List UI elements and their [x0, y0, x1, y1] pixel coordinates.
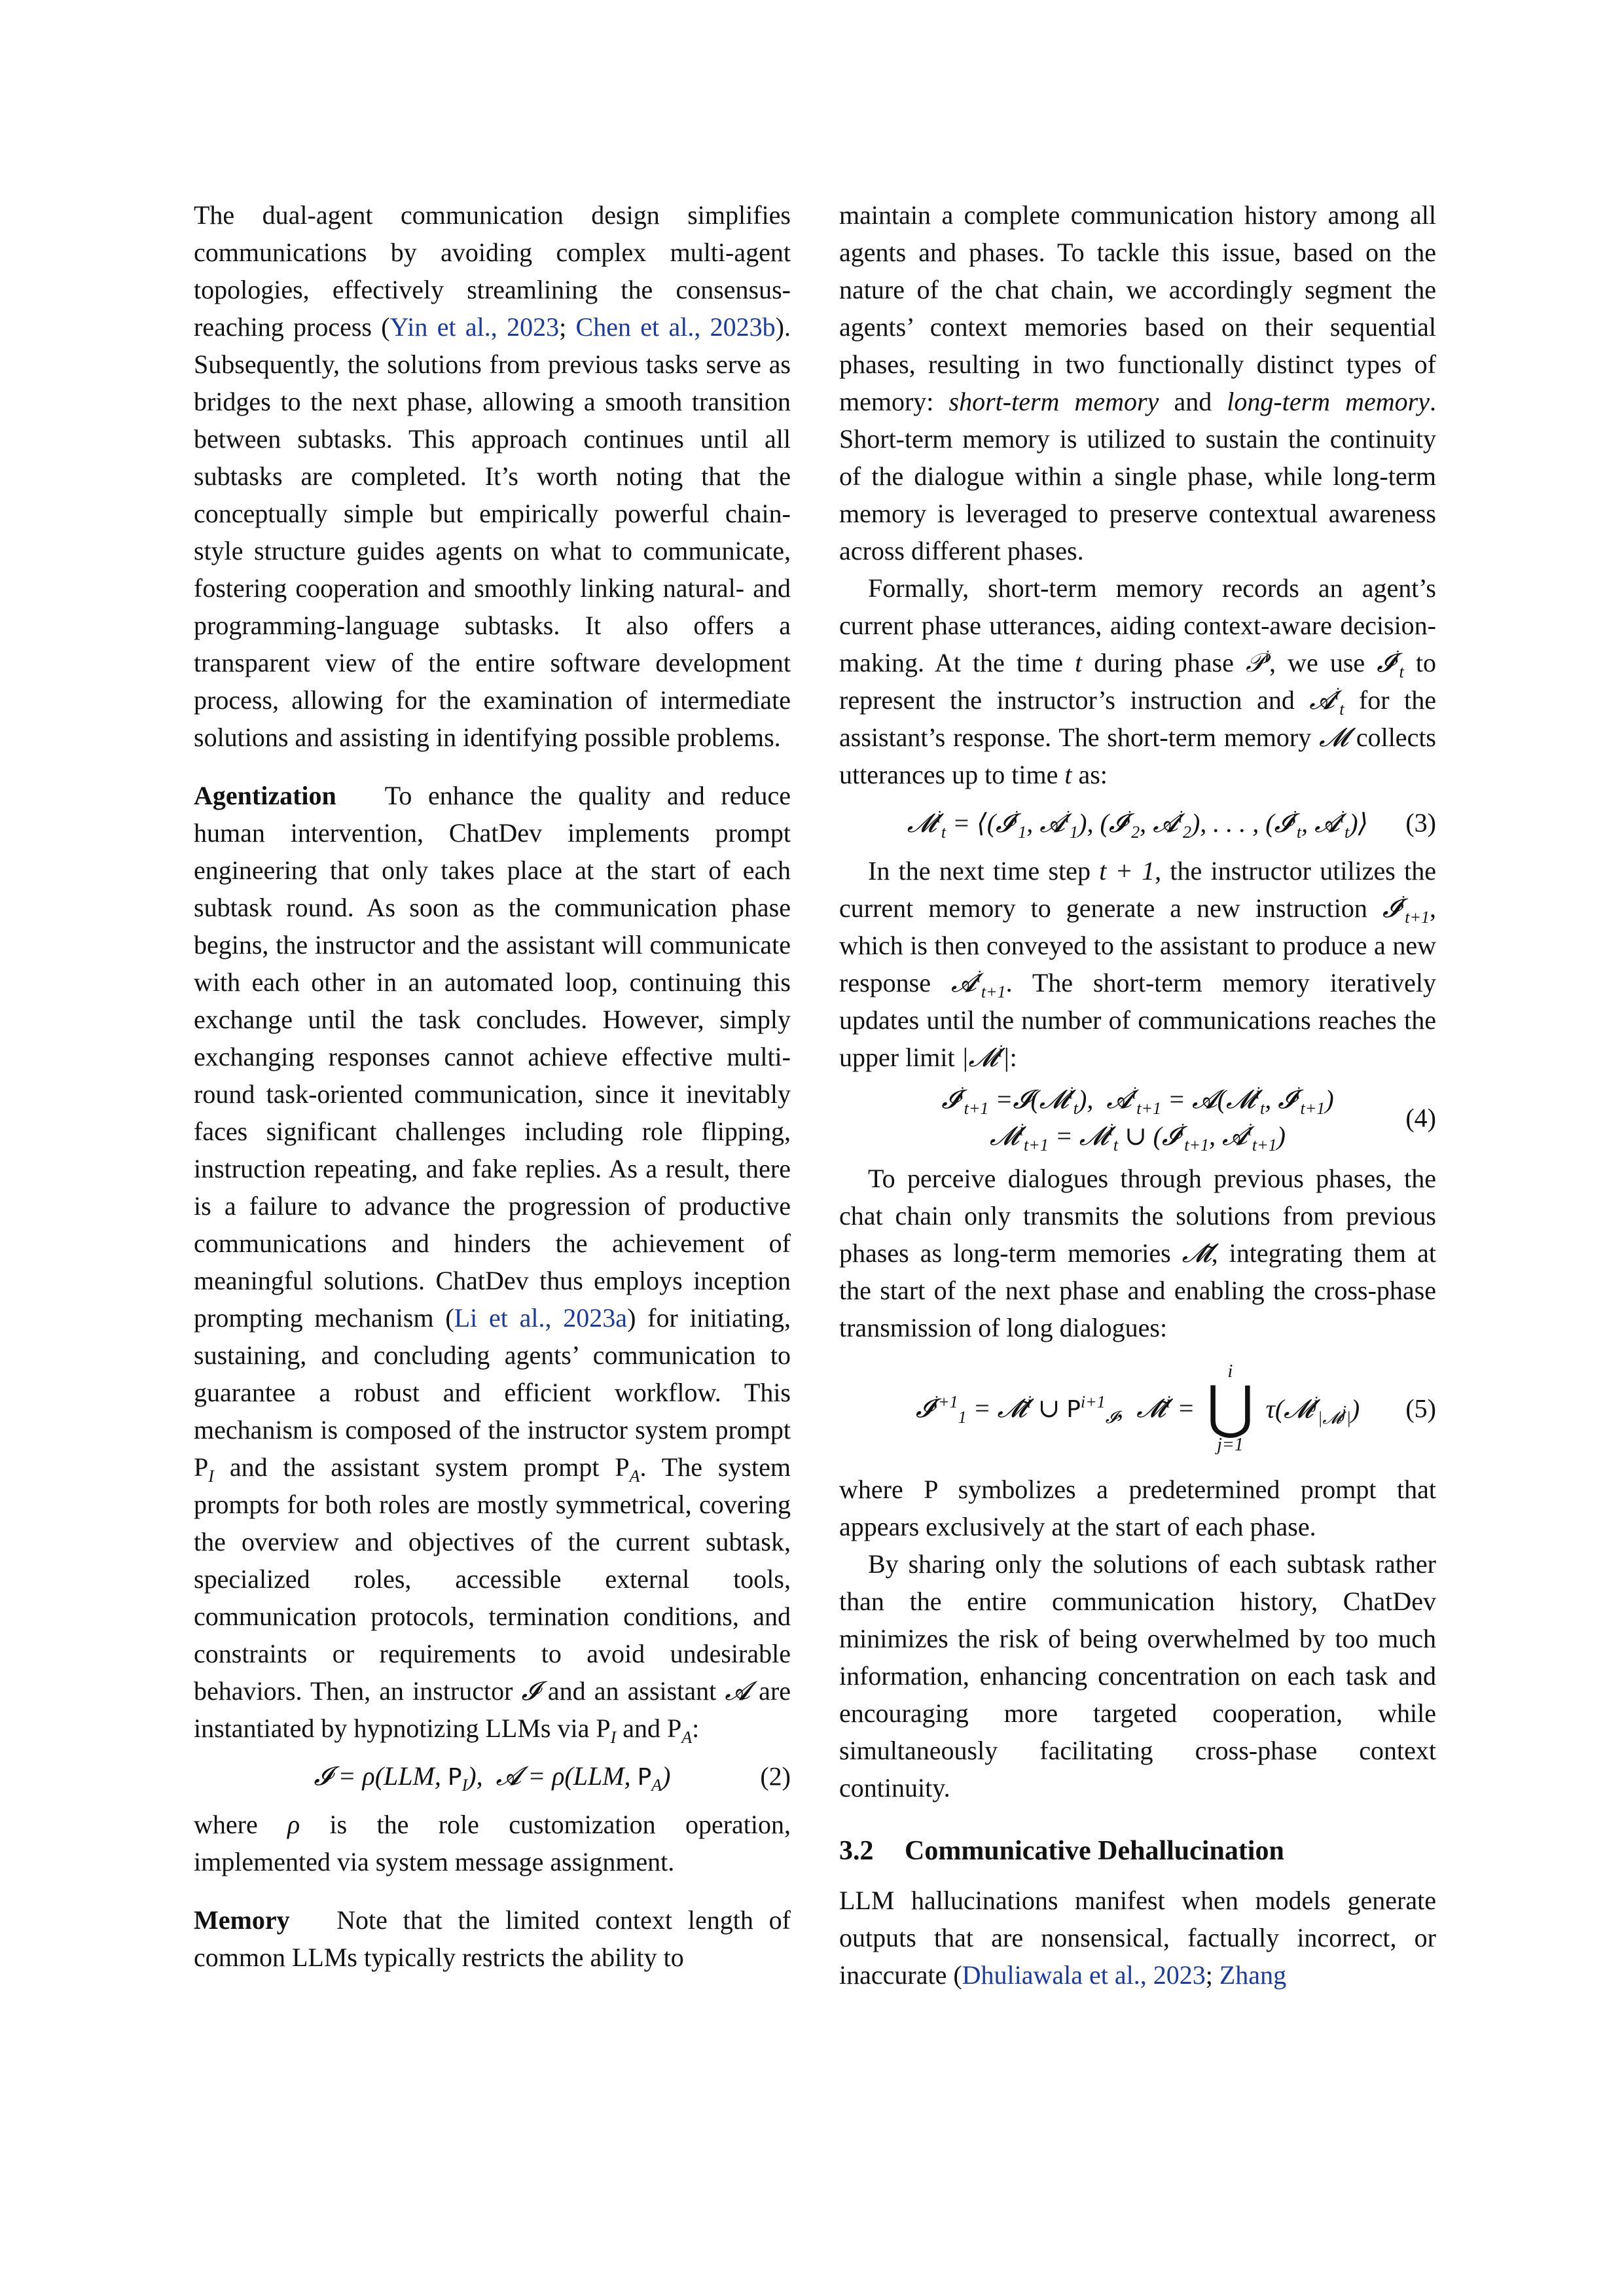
section-title: Communicative Dehallucination	[905, 1836, 1284, 1866]
paragraph-rho: where ρ is the role customization operation, implemented via system message assignment.	[194, 1810, 791, 1876]
paragraph-memory: Memory Note that the limited context length of common LLMs typically restricts the ability to	[194, 1905, 791, 1972]
paragraph-short-term-memory: Formally, short-term memory records an agent’s current phase utterances, aiding context-aware decision-making. At the time t during phase 𝒫$^i$, we use 𝓘$^i_t$ to represent the instructor’s instruction and 𝓐$^i_t$ for the assistant’s response. The short-term memory 𝓜 collects utterances up to time t as:	[839, 573, 1436, 789]
paragraph-hallucination: LLM hallucinations manifest when models generate outputs that are nonsensical, factually incorrect, or inaccurate (Dhuliawala et al., 2023; Zhang	[839, 1886, 1436, 1990]
citation-link[interactable]: Zhang	[1219, 1960, 1287, 1990]
paragraph-next-step: In the next time step t + 1, the instructor utilizes the current memory to generate a new instruction 𝓘$^i_{t+1}$, which is then conveyed to the assistant to produce a new response 𝓐$^i_{t+1}$. The short-term memory iteratively updates until the number of communications reaches the upper limit |𝓜$^i$|:	[839, 856, 1436, 1072]
equation-number: (2)	[760, 1761, 791, 1791]
paragraph-dual-agent: The dual-agent communication design simplifies communications by avoiding complex multi-agent topologies, effectively streamlining the consensus-reaching process (Yin et al., 2023; Chen et al., 2023b). Subsequently, the solutions from previous tasks serve as bridges to the next phase, allowing a smooth transition between subtasks. This approach continues until all subtasks are completed. It’s worth noting that the conceptually simple but empirically powerful chain-style structure guides agents on what to communicate, fostering cooperation and smoothly linking natural- and programming-language subtasks. It also offers a transparent view of the entire software development process, allowing for the examination of intermediate solutions and assisting in identifying possible problems.	[194, 200, 791, 752]
run-in-heading-memory: Memory	[194, 1905, 290, 1935]
left-column	[194, 196, 791, 1976]
section-heading	[839, 1833, 1436, 1870]
run-in-heading-agentization: Agentization	[194, 781, 336, 810]
equation-number: (3)	[1405, 808, 1436, 838]
citation-link[interactable]: Yin et al., 2023	[389, 312, 560, 342]
citation-link[interactable]: Chen et al., 2023b	[575, 312, 776, 342]
equation-4: 𝓘$^i_{t+1}$ =𝓘(𝓜$^i_t$), 𝓐$^i_{t+1}$ = 𝓐(𝓜$^i_t$, 𝓘$^i_{t+1}$) 𝓜$^i_{t+1}$ = 𝓜$^i_t$ ∪ (𝓘$^i_{t+1}$, 𝓐$^i_{t+1}$) (4)	[941, 1083, 1436, 1155]
right-column	[839, 196, 1436, 1994]
paragraph-sharing-solutions: By sharing only the solutions of each subtask rather than the entire communication history, ChatDev minimizes the risk of being overwhelmed by too much information, enhancing concentration on each task and encouraging more targeted cooperation, while simultaneously facilitating cross-phase context continuity.	[839, 1549, 1436, 1803]
equation-3: 𝓜$^i_t$ = ⟨(𝓘$^i_1$, 𝓐$^i_1$), (𝓘$^i_2$, 𝓐$^i_2$), . . . , (𝓘$^i_t$, 𝓐$^i_t$)⟩ (3)	[839, 793, 1436, 852]
citation-link[interactable]: Li et al., 2023a	[454, 1303, 628, 1333]
citation-link[interactable]: Dhuliawala et al., 2023	[962, 1960, 1206, 1990]
equation-number: (5)	[1405, 1393, 1436, 1424]
paragraph-agentization: Agentization To enhance the quality and reduce human intervention, ChatDev implements prompt engineering that only takes place at the start of each subtask round. As soon as the communication phase begins, the instructor and the assistant will communicate with each other in an automated loop, continuing this exchange until the task concludes. However, simply exchanging responses cannot achieve effective multi-round task-oriented communication, since it inevitably faces significant challenges including role flipping, instruction repeating, and fake replies. As a result, there is a failure to advance the progression of productive communications and hinders the achievement of meaningful solutions. ChatDev thus employs inception prompting mechanism (Li et al., 2023a) for initiating, sustaining, and concluding agents’ communication to guarantee a robust and efficient workflow. This mechanism is composed of the instructor system prompt $P_I$ and the assistant system prompt $P_A$. The system prompts for both roles are mostly symmetrical, covering the overview and objectives of the current subtask, specialized roles, accessible external tools, communication protocols, termination conditions, and constraints or requirements to avoid undesirable behaviors. Then, an instructor 𝓘 and an assistant 𝓐 are instantiated by hypnotizing LLMs via $P_I$ and $P_A$:	[194, 781, 791, 1747]
equation-number: (4)	[1405, 1103, 1436, 1133]
paragraph-prompt-def: where P symbolizes a predetermined prompt that appears exclusively at the start of each phase.	[839, 1475, 1436, 1541]
paragraph-memory-continued: maintain a complete communication history among all agents and phases. To tackle this issue, based on the nature of the chat chain, we accordingly segment the agents’ context memories based on their sequential phases, resulting in two functionally distinct types of memory: short-term memory and long-term memory. Short-term memory is utilized to sustain the continuity of the dialogue within a single phase, while long-term memory is leveraged to preserve contextual awareness across different phases.	[839, 200, 1436, 565]
equation-5: 𝓘$^{i+1}_1$ = 𝓜̃$^i$ ∪ $P^{i+1}_𝓘$, 𝓜̃$^i$ = i ⋃ j=1 τ(𝓜$^j_{|𝓜^j|}$) (5)	[915, 1361, 1436, 1455]
section-number: 3.2	[839, 1836, 874, 1866]
equation-2: 𝓘 = ρ(LLM, $P_I$), 𝓐 = ρ(LLM, $P_A$) (2)	[194, 1747, 791, 1806]
paragraph-long-term-memory: To perceive dialogues through previous phases, the chat chain only transmits the solutions from previous phases as long-term memories 𝓜̃, integrating them at the start of the next phase and enabling the cross-phase transmission of long dialogues:	[839, 1164, 1436, 1342]
